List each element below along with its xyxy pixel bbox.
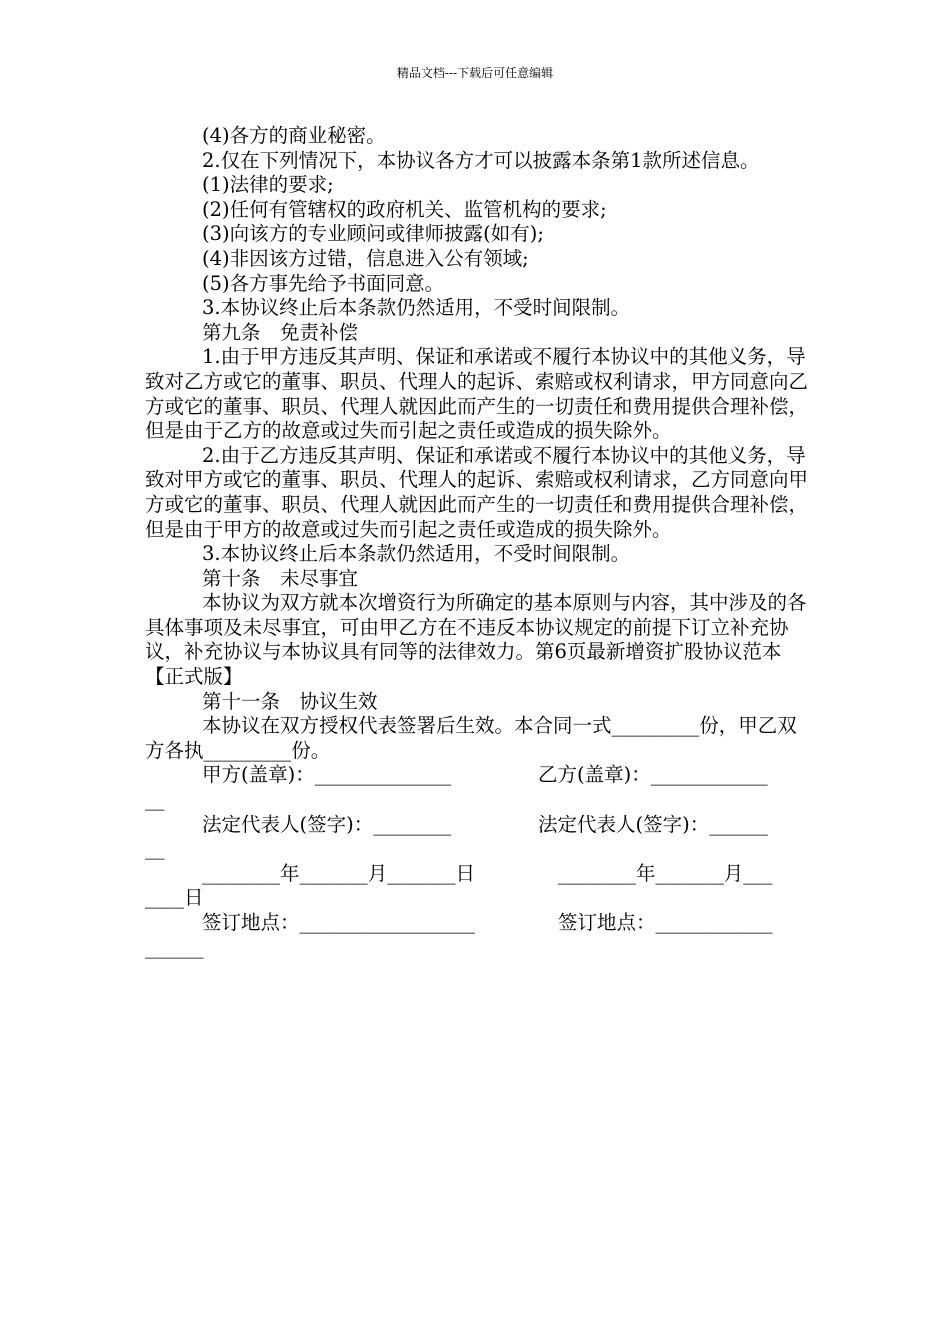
paragraph: (2)任何有管辖权的政府机关、监管机构的要求; [202, 197, 607, 221]
paragraph: 2.由于乙方违反其声明、保证和承诺或不履行本协议中的其他义务，导致对甲方或它的董事、职员、代理人的起诉、索赔或权利请求，乙方同意向甲方或它的董事、职员、代理人就因此而产生的一切责任和费用提供合理补偿，但是由于甲方的故意或过失而引起之责任或造成的损失除外。 [145, 443, 809, 541]
signature-row-representative [145, 813, 815, 838]
paragraph: 本协议为双方就本次增资行为所确定的基本原则与内容，其中涉及的各具体事项及未尽事宜，可由甲乙方在不违反本协议规定的前提下订立补充协议，补充协议与本协议具有同等的法律效力。第6页最新增资扩股协议范本【正式版】 [145, 591, 807, 689]
signature-row-seal [145, 763, 815, 788]
party-a-date-field: ________年_______月_______日 [202, 861, 476, 885]
paragraph: (3)向该方的专业顾问或律师披露(如有); [202, 222, 544, 246]
signature-row-continuation [145, 936, 815, 961]
paragraph: (4)非因该方过错，信息进入公有领域; [202, 246, 529, 270]
party-b-place-field: 签订地点：____________ [558, 911, 773, 934]
party-a-place-field: 签订地点：__________________ [202, 911, 476, 934]
line-continuation: __ [145, 837, 165, 861]
party-b-representative-field: 法定代表人(签字)：______ [538, 812, 768, 836]
signature-block [145, 763, 815, 960]
paragraph: 本协议在双方授权代表签署后生效。本合同一式_________份，甲乙双方各执_________份。 [145, 714, 797, 762]
party-a-representative-field: 法定代表人(签字)：________ [202, 812, 452, 836]
paragraph: (4)各方的商业秘密。 [202, 124, 386, 147]
party-b-date-field: ________年_______月___ [558, 861, 773, 885]
page-header: 精品文档---下载后可任意编辑 [396, 66, 554, 80]
signature-row-continuation [145, 788, 815, 813]
line-continuation: __ [145, 788, 165, 812]
signature-row-date [145, 862, 815, 887]
paragraph: 3.本协议终止后本条款仍然适用，不受时间限制。 [202, 296, 631, 320]
paragraph: 1.由于甲方违反其声明、保证和承诺或不履行本协议中的其他义务，导致对乙方或它的董事、职员、代理人的起诉、索赔或权利请求，甲方同意向乙方或它的董事、职员、代理人就因此而产生的一切责任和费用提供合理补偿，但是由于乙方的故意或过失而引起之责任或造成的损失除外。 [145, 345, 809, 443]
line-continuation: ____日 [145, 886, 204, 910]
section-heading: 第九条 免责补偿 [202, 320, 359, 344]
paragraph: 3.本协议终止后本条款仍然适用，不受时间限制。 [202, 542, 631, 566]
party-a-seal-field: 甲方(盖章)：______________ [202, 763, 452, 787]
paragraph: 2.仅在下列情况下，本协议各方才可以披露本条第1款所述信息。 [202, 148, 760, 172]
signature-row-continuation [145, 837, 815, 862]
signature-row-place [145, 911, 815, 936]
document-body [145, 124, 815, 960]
party-b-seal-field: 乙方(盖章)：____________ [538, 763, 768, 787]
paragraph: (5)各方事先给予书面同意。 [202, 271, 445, 295]
signature-row-continuation [145, 886, 815, 911]
section-heading: 第十一条 协议生效 [202, 689, 378, 713]
line-continuation: ______ [145, 935, 204, 959]
section-heading: 第十条 未尽事宜 [202, 566, 359, 590]
paragraph: (1)法律的要求; [202, 173, 334, 197]
